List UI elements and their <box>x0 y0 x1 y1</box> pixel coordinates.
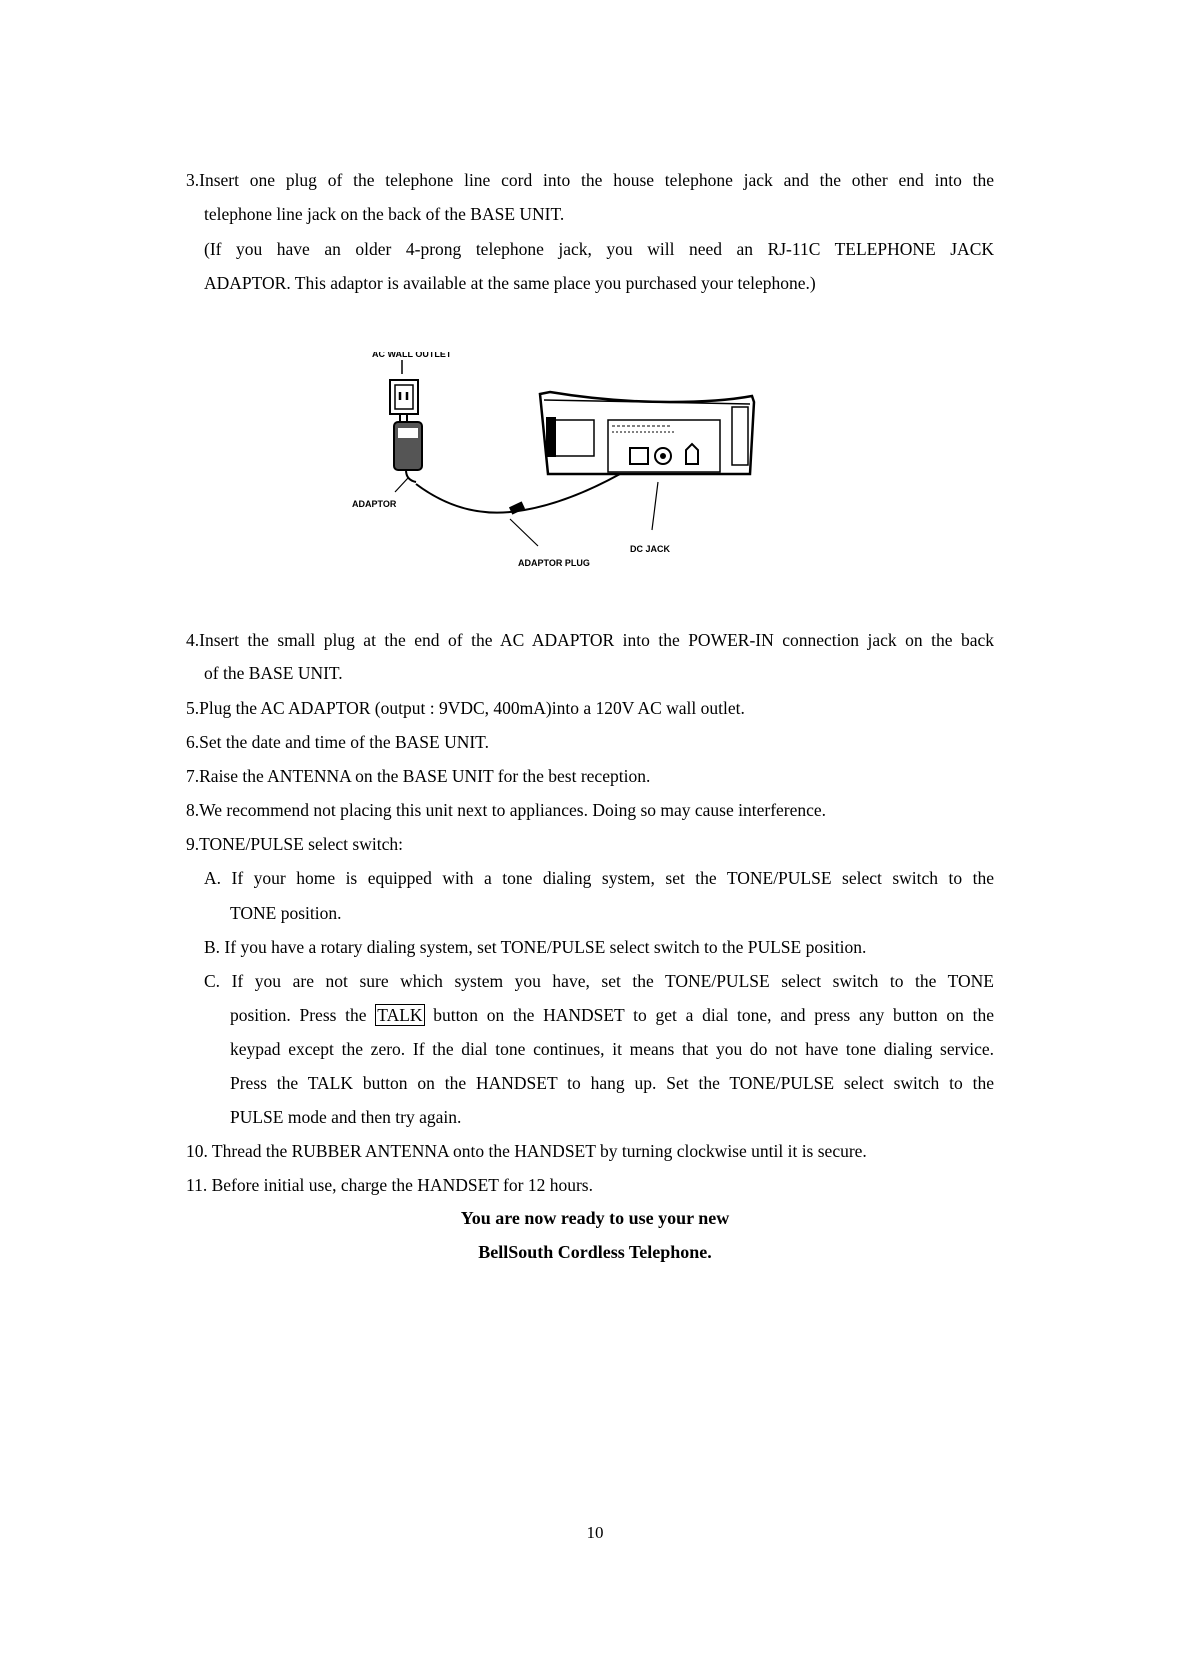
step6: 6.Set the date and time of the BASE UNIT. <box>186 732 489 752</box>
step5: 5.Plug the AC ADAPTOR (output : 9VDC, 400mA)into a 120V AC wall outlet. <box>186 698 745 718</box>
step9-c-line2-post: button on the HANDSET to get a dial tone, and press any button on the <box>433 1005 995 1025</box>
talk-key: TALK <box>377 1005 423 1025</box>
step7: 7.Raise the ANTENNA on the BASE UNIT for the best reception. <box>186 766 651 786</box>
step9-b-line1: B. If you have a rotary dialing system, set TONE/PULSE select switch to the PULSE position. <box>204 937 867 957</box>
step9-c-line5: PULSE mode and then try again. <box>230 1107 462 1127</box>
step9-a-line1: A. If your home is equipped with a tone dialing system, set the TONE/PULSE select switch to the <box>204 868 994 888</box>
step3-line1: 3.Insert one plug of the telephone line cord into the house telephone jack and the other end into the <box>186 170 994 190</box>
label-adaptor-plug: ADAPTOR PLUG <box>518 558 590 568</box>
label-ac-wall-outlet: AC WALL OUTLET <box>372 352 452 359</box>
arrow-adaptor <box>395 478 408 492</box>
step8: 8.We recommend not placing this unit next to appliances. Doing so may cause interference. <box>186 800 827 820</box>
page-number: 10 <box>586 1523 604 1542</box>
connection-diagram <box>340 352 810 592</box>
step9-c-line2-pre: position. Press the <box>230 1005 367 1025</box>
step9-c-line1: C. If you are not sure which system you have, set the TONE/PULSE select switch to the TONE <box>204 971 994 991</box>
adaptor-icon <box>394 414 422 482</box>
base-unit-icon <box>540 392 754 474</box>
step4-line1: 4.Insert the small plug at the end of the AC ADAPTOR into the POWER-IN connection jack on the back <box>186 630 994 650</box>
arrow-dc-jack <box>652 482 658 530</box>
step3-line3: (If you have an older 4-prong telephone jack, you will need an RJ-11C TELEPHONE JACK <box>204 239 994 259</box>
step4-line2: of the BASE UNIT. <box>204 663 343 683</box>
arrow-adaptor-plug <box>510 519 538 546</box>
step9-heading: 9.TONE/PULSE select switch: <box>186 834 403 854</box>
step9-a-line2: TONE position. <box>230 903 342 923</box>
step10: 10. Thread the RUBBER ANTENNA onto the HANDSET by turning clockwise until it is secure. <box>186 1141 867 1161</box>
wall-outlet-icon <box>390 380 418 414</box>
step3-line4: ADAPTOR. This adaptor is available at the same place you purchased your telephone.) <box>204 273 816 293</box>
step9-c-line3: keypad except the zero. If the dial tone continues, it means that you do not have tone dialing service. <box>230 1039 994 1059</box>
step11: 11. Before initial use, charge the HANDSET for 12 hours. <box>186 1175 593 1195</box>
step3-line2: telephone line jack on the back of the BASE UNIT. <box>204 204 565 224</box>
step9-c-line2 <box>230 1005 994 1025</box>
label-dc-jack: DC JACK <box>630 544 671 554</box>
closing-line2: BellSouth Cordless Telephone. <box>478 1242 712 1262</box>
step9-c-line4: Press the TALK button on the HANDSET to hang up. Set the TONE/PULSE select switch to the <box>230 1073 994 1093</box>
label-adaptor: ADAPTOR <box>352 499 397 509</box>
closing-line1: You are now ready to use your new <box>460 1208 730 1228</box>
